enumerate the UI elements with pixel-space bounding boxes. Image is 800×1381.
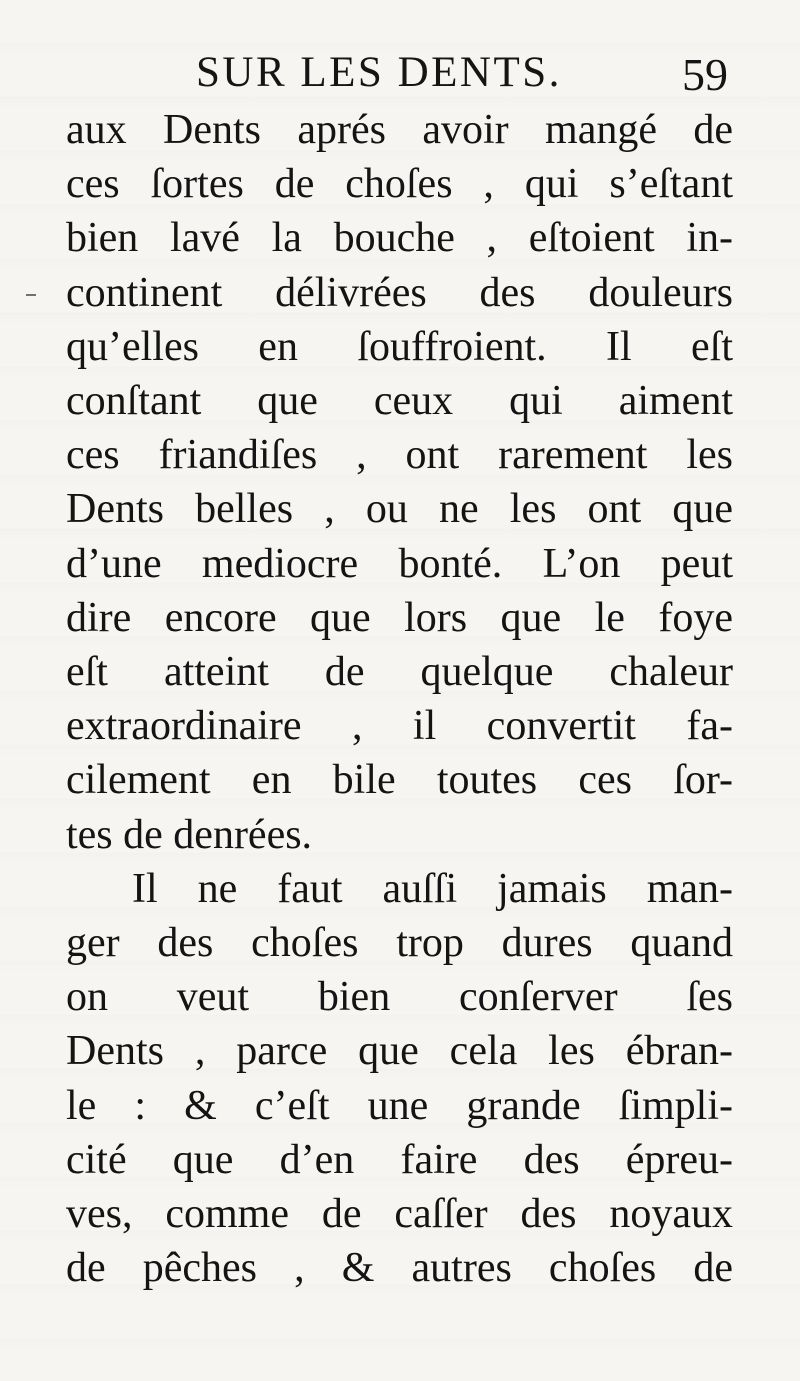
text-line: extraordinaire , il convertit fa- <box>66 703 733 750</box>
text-line: de pêches , & autres choſes de <box>66 1245 733 1292</box>
margin-mark <box>26 294 36 296</box>
text-line: ger des choſes trop dures quand <box>66 920 733 967</box>
text-line: continent délivrées des douleurs <box>66 269 733 316</box>
text-line: on veut bien conſerver ſes <box>66 974 733 1021</box>
text-line: Dents , parce que cela les ébran- <box>66 1028 733 1075</box>
text-line: eſt atteint de quelque chaleur <box>66 649 733 696</box>
text-line: bien lavé la bouche , eſtoient in- <box>66 215 733 262</box>
text-line: ves, comme de caſſer des noyaux <box>66 1191 733 1238</box>
text-line: aux Dents aprés avoir mangé de <box>66 107 733 153</box>
text-line: le : & c’eſt une grande ſimpli- <box>66 1082 733 1129</box>
text-line: ces ſortes de choſes , qui s’eſtant <box>66 161 733 208</box>
text-line: cilement en bile toutes ces ſor- <box>66 757 733 804</box>
text-line: Il ne faut auſſi jamais man- <box>132 865 733 912</box>
text-block <box>66 103 733 1295</box>
paragraph <box>66 103 733 862</box>
text-line: qu’elles en ſouffroient. Il eſt <box>66 323 733 370</box>
paragraph <box>66 862 733 1296</box>
running-title: SUR LES DENTS. <box>196 49 562 96</box>
text-line: cité que d’en faire des épreu- <box>66 1136 733 1183</box>
text-line: conſtant que ceux qui aiment <box>66 378 733 425</box>
page-header <box>196 40 736 110</box>
text-line: dire encore que lors que le foye <box>66 594 733 641</box>
text-line: d’une mediocre bonté. L’on peut <box>66 540 733 587</box>
text-line: tes de denrées. <box>66 811 313 858</box>
page-number: 59 <box>682 49 728 100</box>
text-line: Dents belles , ou ne les ont que <box>66 486 733 533</box>
text-line: ces friandiſes , ont rarement les <box>66 432 733 479</box>
